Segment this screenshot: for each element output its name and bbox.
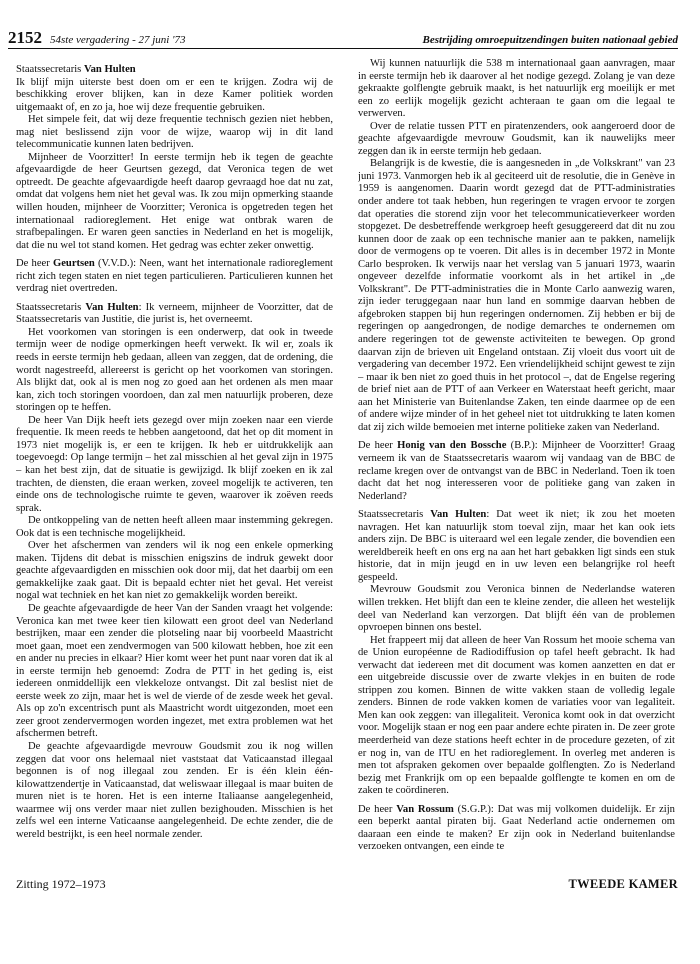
- speaker-paragraph: [358, 804, 675, 854]
- speaker-paragraph: [16, 302, 333, 327]
- right-column: [358, 58, 675, 878]
- footer-chamber: TWEEDE KAMER: [568, 877, 678, 891]
- body-paragraph: Mevrouw Goudsmit zou Veronica binnen de Nederlandse wateren willen trekken. Het blijft dan een te kleine zender, die alleen het westelijk deel van Nederland kan verzorgen. Dat blijft één van de problemen opvroepen binnen ons bestel.: [358, 584, 675, 634]
- page-number: 2152: [8, 28, 42, 47]
- body-paragraph: Het simpele feit, dat wij deze frequentie technisch gezien niet hebben, mag niet beslissend zijn voor de wijze, waarop wij in dit land telecommunicatie kunnen laten bedrijven.: [16, 114, 333, 151]
- body-paragraph: Het frappeert mij dat alleen de heer Van Rossum het mooie schema van de Union européenne de Radiodiffusion op tafel heeft gebracht. Ik had verwacht dat iedereen met dit document was komen aanzetten en dat er een uitgebreide discussie over de zwarte vlekjes in en buiten de rode strippen zou komen. Binnen de witte vakken staan de volledig legale zenders. Binnen de rode vakken komen de variaties voor van legaliteit. Men kan ook zeggen: van illegaliteit. Veronica komt ook in dat overzicht voor. Mogelijk staan er nog een paar andere echte piraten in. De zeer grote meerderheid van deze stations heeft echter in de procedure gezeten, of zit er nog in, van de ITU en het radioreglement. In overleg met anderen is men tot afspraken gekomen over bepaalde golflengten. Zo is Nederland bezig met Frankrijk om op een bepaalde golflengte te komen en om de zaken te coördineren.: [358, 634, 675, 797]
- speaker-paragraph: [358, 509, 675, 584]
- speaker-name: Van Hulten: [83, 64, 136, 75]
- body-paragraph: Over de relatie tussen PTT en piratenzenders, ook aangeroerd door de geachte afgevaardigde mevrouw Goudsmit, kan ik nauwelijks meer zeggen dan ik in eerste termijn heb gedaan.: [358, 120, 675, 157]
- body-paragraph: De geachte afgevaardigde mevrouw Goudsmit zou ik nog willen zeggen dat voor ons helemaal niet vaststaat dat Vaticaanstad illegaal begonnen is of nog illegaal zou zenden. Er is één klein één-kilowattzendertje in Vaticaanstad, dat weliswaar illegaal is maar buiten de muren niet is te horen. Het is een interne Italiaanse aangelegenheid, waarmee wij ons verder maar niet zullen bezighouden. Misschien is het zelfs wel een interne Vaticaanse aangelegenheid. De echte zender, die de wereld bestrijkt, is een heel normale zender.: [16, 740, 333, 840]
- speaker-role: De heer: [16, 258, 53, 270]
- body-paragraph: Belangrijk is de kwestie, die is aangesneden in „de Volkskrant" van 23 juni 1973. Vanmorgen heb ik al geciteerd uit de resolutie, die in Genève in 1959 is aangenomen. Daarin wordt gezegd dat de PTT-administraties onder andere tot taak hebben, hun regeringen te vragen ervoor te zorgen dat operaties die storend zijn voor het telecommunicatieverkeer worden stopgezet. De desbetreffende werkgroep heeft gesuggereerd dat dit nu zou kunnen door de zaak op een technische manier aan te pakken, namelijk door de vermogens op te voeren. Dit alles is in december 1972 in Monte Carlo besproken. Ik verwijs naar het verslag van 5 januari 1973, waarin ongeveer dezelfde informatie voorkomt als in het artikel in „de Volkskrant". De PTT-administraties die in Monte Carlo aanwezig waren, zijn ieder teruggegaan naar hun land en sommige daarvan hebben de afgebroken stappen bij hun regeringen ondernomen. Zij hebben er bij de regeringen op aangedrongen, de nodige demarches te ondernemen om andere regeringen tot de gewenste activiteiten te bewegen. Op grond daarvan zijn de brieven uit Engeland ontstaan. Zij vloeit dus voort uit de vergadering van december 1972. Een vriendelijkheid schijnt gewest te zijn – maar ik ben niet zo goed thuis in het protocol –, dat de Engelse regering de brief niet aan de PTT of aan Verkeer en Waterstaat heeft gericht, maar aan het Ministerie van Buitenlandse Zaken, ten einde daarmee op de een of andere wijze minder of in het geheel niet tot uitdrukking te laten komen dat zij zich wilde bemoeien met interne politieke zaken van Nederland.: [358, 158, 675, 433]
- page-footer: [16, 877, 678, 893]
- speech-text: (B.P.): Mijnheer de Voorzitter! Graag verneem ik van de Staatssecretaris waarom wij vandaag van de BBC de reclame kregen over de ontvangst van de BBC in Nederland. Toen ik toen dacht dat het nog interesseren voor de politieke gang van zaken in Nederland?: [358, 440, 675, 502]
- speech-text: : Dat weet ik niet; ik zou het moeten navragen. Het kan natuurlijk stom toeval zijn, maar het kan ook iets anders zijn. De BBC is uiteraard wel een legale zender, die bovendien een wereldbereik heeft en ons erg na aan het hart gebakken ligt sinds een stuk historie, dat in mijn jeugd en in uw leven een belangrijke rol heeft gespeeld.: [358, 509, 675, 583]
- speaker-name: Van Rossum: [396, 803, 454, 815]
- body-paragraph: Over het afschermen van zenders wil ik nog een enkele opmerking maken. Tijdens dit debat is misschien enigszins de indruk gewekt door geachte afgevaardigden en misschien ook door mij, dat het daarbij om een gemakkelijke zaak gaat. Dit is bepaald echter niet het geval. Het vereist nogal wat techniek en het kan niet zo gemakkelijk worden bereikt.: [16, 540, 333, 602]
- body-paragraph: De geachte afgevaardigde de heer Van der Sanden vraagt het volgende: Veronica kan met twee keer tien kilowatt een groot deel van Nederland bestrijken, maar een zender die plotseling naar bij voorbeeld Maastricht moet gaan, moet een zendvermogen van 500 kilowatt hebben, hoe zit een en ander nu precies in elkaar? Hier komt weer het punt naar voren dat ik al in eerste termijn heb genoemd: Zodra de PTT in het geding is, eist iedereen onmiddellijk een vlekkeloze ontvangst. Dit zal beslist niet de eerste week zo zijn, maar het is wel de vierde of de zesde week het geval. Als op zo'n excentrisch punt als Maastricht wordt uitgezonden, moet een zeer groot zendervermogen worden ingezet, met extra problemen wat het afschermen betreft.: [16, 602, 333, 740]
- speaker-role: Staatssecretaris: [16, 64, 84, 75]
- page-header: [8, 28, 678, 46]
- body-paragraph: De heer Van Dijk heeft iets gezegd over mijn zoeken naar een vierde frequentie. Ik meen reeds te hebben aangetoond, dat het op dit moment in 1973 niet mogelijk is, er een te krijgen. Ik heb er uitdrukkelijk aan toegevoegd: Op lange termijn – het zal misschien al het geval zijn in 1975 – kan het best zijn, dat de situatie is gewijzigd. Ik blijf zoeken en ik zal trachten, de diensten, die eraan werken, zoveel mogelijk te activeren, ten einde ons de technologische ruimte te geven, waarover ik zoëven reeds sprak.: [16, 414, 333, 514]
- speaker-name: Van Hulten: [85, 301, 139, 313]
- speech-text: : Ik verneem, mijnheer de Voorzitter, dat de Staatssecretaris van Justitie, die jurist is, het overneemt.: [16, 301, 333, 326]
- speaker-role: Staatssecretaris: [16, 301, 86, 313]
- speech-text: (S.G.P.): Dat was mij volkomen duidelijk. Er zijn een beperkt aantal piraten bij. Gaat Nederland actie ondernemen om daaraan een einde te maken? Er zijn ook in Nederland buitenlandse verzoeken ontvangen, een einde te: [358, 803, 675, 853]
- session-date: 54ste vergadering - 27 juni '73: [50, 34, 186, 46]
- running-title: Bestrijding omroepuitzendingen buiten nationaal gebied: [422, 34, 678, 46]
- body-paragraph: De ontkoppeling van de netten heeft alleen maar instemming gekregen. Ook dat is een technische mogelijkheid.: [16, 515, 333, 539]
- speaker-paragraph: [358, 440, 675, 503]
- header-rule: [8, 48, 678, 49]
- footer-session: Zitting 1972–1973: [16, 877, 106, 891]
- speaker-paragraph: [16, 258, 333, 296]
- speaker-name: Van Hulten: [430, 509, 487, 521]
- speech-text: (V.V.D.): Neen, want het internationale radioreglement richt zich tegen staten en niet tegen particulieren. Particulieren kunnen het verdrag niet overtreden.: [16, 258, 333, 295]
- speaker-role: Staatssecretaris: [358, 509, 431, 521]
- body-paragraph: Mijnheer de Voorzitter! In eerste termijn heb ik tegen de geachte afgevaardigde de heer Geurtsen gezegd, dat Veronica tegen de wet optreedt. De geachte afgevaardigde heeft daarop gevraagd hoe dat nu zat, omdat dat volgens hem niet het geval was. Ik zou mijn opmerking staande willen houden, mijnheer de Voorzitter; Veronica is opgetreden tegen het internationaal radioreglement. Het enige wat ontbrak waren de strafbepalingen. Er waren geen sancties in Nederland en het is mogelijk, dat die nu wel tot stand komen. Het gedrag was echter zeker onwettig.: [16, 151, 333, 251]
- speaker-name: Honig van den Bossche: [397, 440, 507, 452]
- body-paragraph: Wij kunnen natuurlijk die 538 m internationaal gaan aanvragen, maar in eerste termijn heb ik daarover al het nodige gezegd. Zolang je van deze gekraakte golflengte gebruik maakt, is het natuurlijk erg moeilijk er met een zo eerlijk mogelijk gezicht achteraan te gaan om die legaal te verwerven.: [358, 58, 675, 120]
- body-paragraph: Ik blijf mijn uiterste best doen om er een te krijgen. Zodra wij de beschikking erover blijken, kan in deze Kamer politiek worden uitgemaakt of, en zo ja, hoe wij deze frequentie gebruiken.: [16, 76, 333, 113]
- speaker-name: Geurtsen: [52, 258, 95, 270]
- speaker-paragraph: [16, 64, 333, 77]
- left-column: [16, 58, 333, 878]
- body-paragraph: Het voorkomen van storingen is een onderwerp, dat ook in tweede termijn weer de nodige opmerkingen heeft verwekt. Ik wil er, zoals ik reeds in eerste termijn heb gedaan, alleen van zeggen, dat de ordening, die wordt nagestreefd, allereerst is gericht op het voorkomen van storingen. Als blijkt dat, ook al is men nog zo goed aan het ordenen als men maar kan, zich toch storingen voordoen, dan zal men natuurlijk proberen, deze storingen op te heffen.: [16, 326, 333, 414]
- speaker-role: De heer: [358, 803, 397, 815]
- speaker-role: De heer: [358, 440, 398, 452]
